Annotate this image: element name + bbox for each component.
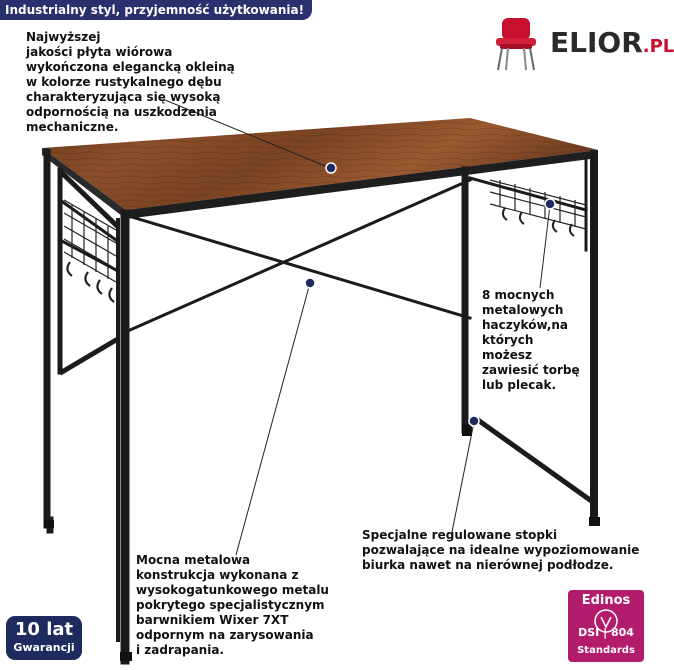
note-line: Mocna metalowa [136,553,251,567]
note-line: odpornością na uszkodzenia [26,105,217,119]
warranty-badge [6,616,82,660]
note-line: lub plecak. [482,378,557,392]
warranty-label: Gwarancji [13,641,75,654]
edinos-certificate-badge [568,590,644,662]
certificate-title: Edinos [581,593,631,608]
note-line: których [482,333,534,347]
certificate-code-right: 804 [610,626,634,639]
note-line: zawiesić torbę [482,363,580,377]
note-line: odpornym na zarysowania [136,628,314,642]
tagline-text: Industrialny styl, przyjemność użytkowania! [5,3,305,17]
certificate-code-left: DSI [578,626,600,639]
note-line: charakteryzująca się wysoką [26,90,221,104]
warranty-years: 10 lat [14,619,74,640]
note-line: metalowych [482,303,564,317]
note-line: 8 mocnych [482,288,555,302]
note-line: Najwyższej [26,30,101,44]
note-line: Specjalne regulowane stopki [362,528,558,542]
note-line: pokrytego specjalistycznym [136,598,325,612]
certificate-label: Standards [577,645,635,656]
note-line: jakości płyta wiórowa [26,45,173,59]
note-line: biurka nawet na nierównej podłodze. [362,558,614,572]
note-line: mechaniczne. [26,120,119,134]
note-line: konstrukcja wykonana z [136,568,299,582]
feet-note [362,528,642,573]
note-line: możesz [482,348,532,362]
certificate-code: DSI | 804 [578,626,634,639]
note-line: pozwalające na idealne wypoziomowanie [362,543,640,557]
brand-suffix: .PL [642,36,674,57]
note-line: wysokogatunkowego metalu [136,583,329,597]
hooks-note [482,288,597,393]
note-line: haczyków,na [482,318,568,332]
frame-note [136,553,366,658]
desktop-material-note [26,30,256,135]
brand-name: ELIOR [550,26,643,59]
note-line: i zadrapania. [136,643,224,657]
note-line: wykończona elegancką okleiną [26,60,235,74]
note-line: barwnikiem Wixer 7XT [136,613,289,627]
note-line: w kolorze rustykalnego dębu [26,75,222,89]
